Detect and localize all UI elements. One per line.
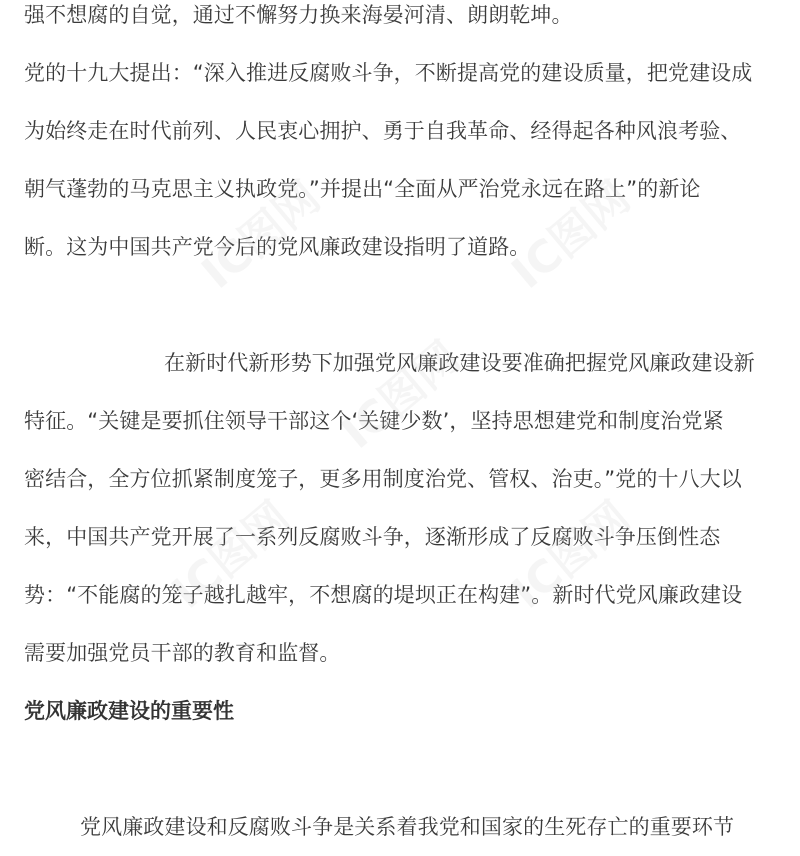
document-body	[24, 0, 784, 856]
paragraph-line: 为始终走在时代前列、人民衷心拥护、勇于自我革命、经得起各种风浪考验、	[24, 119, 742, 143]
watermark: IC图网	[502, 491, 640, 619]
paragraph-line: 来，中国共产党开展了一系列反腐败斗争，逐渐形成了反腐败斗争压倒性态	[24, 525, 721, 549]
paragraph-line: 断。这为中国共产党今后的党风廉政建设指明了道路。	[24, 235, 531, 259]
paragraph-line: 势：“不能腐的笼子越扎越牢，不想腐的堤坝正在构建”。新时代党风廉政建设	[24, 583, 743, 607]
section-heading: 党风廉政建设的重要性	[24, 699, 234, 723]
watermark: IC图网	[192, 171, 330, 299]
watermark: IC图网	[162, 491, 300, 619]
paragraph-line: 密结合，全方位抓紧制度笼子，更多用制度治党、管权、治吏。”党的十八大以	[24, 467, 742, 491]
watermark: IC图网	[502, 171, 640, 299]
watermark: IC图网	[332, 331, 470, 459]
paragraph-gap	[24, 740, 784, 798]
paragraph-line: 特征。“关键是要抓住领导干部这个‘关键少数’，坚持思想建党和制度治党紧	[24, 409, 724, 433]
paragraph-line: 强不想腐的自觉，通过不懈努力换来海晏河清、朗朗乾坤。	[24, 3, 573, 27]
paragraph-line: 党风廉政建设和反腐败斗争是关系着我党和国家的生死存亡的重要环节	[80, 815, 735, 839]
paragraph-line: 在新时代新形势下加强党风廉政建设要准确把握党风廉政建设新	[164, 351, 755, 375]
paragraph-line: 需要加强党员干部的教育和监督。	[24, 641, 341, 665]
paragraph-gap	[24, 276, 784, 334]
paragraph-line: 朝气蓬勃的马克思主义执政党。”并提出“全面从严治党永远在路上”的新论	[24, 177, 701, 201]
paragraph-line: 党的十九大提出：“深入推进反腐败斗争，不断提高党的建设质量，把党建设成	[24, 61, 753, 85]
